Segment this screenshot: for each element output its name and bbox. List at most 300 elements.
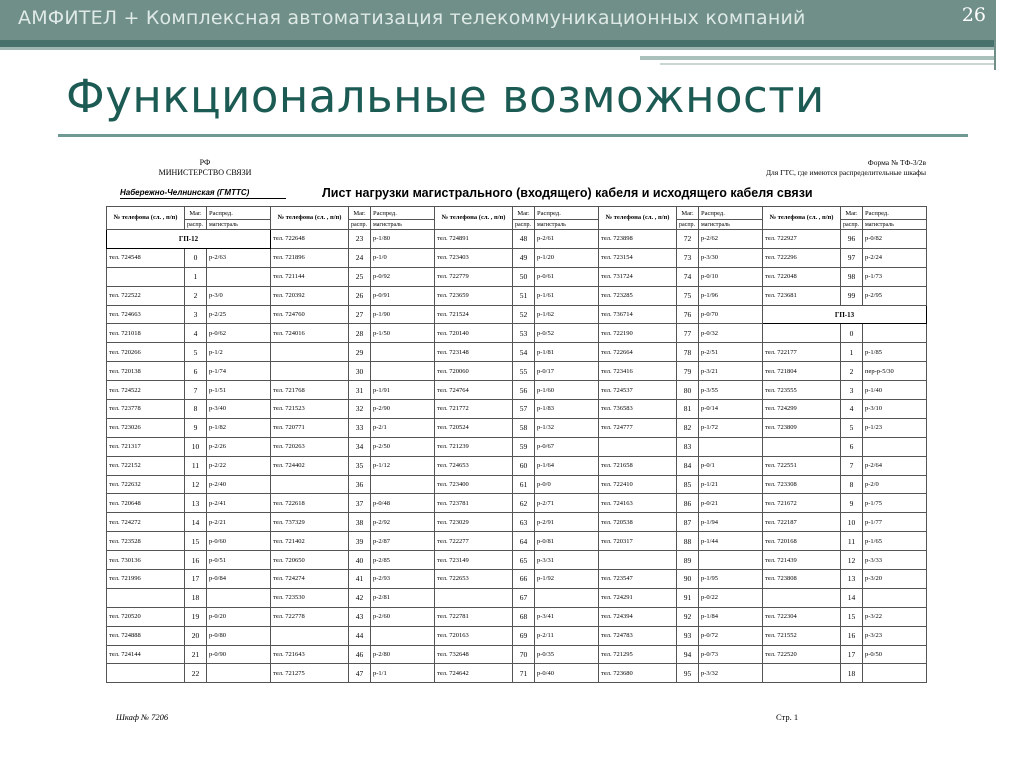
phone-cell: тел. 722304 — [763, 607, 841, 626]
table-header-row — [107, 207, 927, 220]
raspred-cell — [535, 588, 599, 607]
phone-cell: тел. 722648 — [271, 230, 349, 249]
phone-cell: тел. 720648 — [107, 494, 185, 513]
raspred-cell: р-3/41 — [535, 607, 599, 626]
form-cabinet: Шкаф № 7206 — [116, 712, 169, 722]
raspred-cell: р-2/91 — [535, 513, 599, 532]
form-note: Для ГТС, где имеются распределительные шкафы — [765, 168, 926, 177]
column-header-raspred: Распред. — [535, 207, 599, 220]
column-header-phone: № телефона (сл. , п/п) — [107, 207, 185, 230]
raspred-cell: р-1/61 — [535, 286, 599, 305]
phone-cell: тел. 721552 — [763, 626, 841, 645]
mag-cell: 91 — [677, 588, 699, 607]
raspred-cell: р-1/40 — [863, 381, 927, 400]
mag-cell: 43 — [349, 607, 371, 626]
table-row — [107, 607, 927, 626]
mag-cell: 17 — [841, 645, 863, 664]
table-row — [107, 494, 927, 513]
column-header-phone: № телефона (сл. , п/п) — [599, 207, 677, 230]
phone-cell: тел. 723149 — [435, 551, 513, 570]
mag-cell: 14 — [185, 513, 207, 532]
mag-cell: 46 — [349, 645, 371, 664]
table-row — [107, 286, 927, 305]
phone-cell: тел. 722618 — [271, 494, 349, 513]
raspred-cell: р-2/87 — [371, 532, 435, 551]
table-row — [107, 551, 927, 570]
phone-cell — [107, 664, 185, 683]
phone-cell — [435, 588, 513, 607]
mag-cell: 98 — [841, 267, 863, 286]
phone-cell: тел. 720317 — [599, 532, 677, 551]
mag-cell: 78 — [677, 343, 699, 362]
column-header-magistral: магистраль — [371, 220, 435, 230]
phone-cell: тел. 723400 — [435, 475, 513, 494]
raspred-cell: р-3/10 — [863, 400, 927, 419]
mag-cell: 94 — [677, 645, 699, 664]
raspred-cell: р-0/20 — [207, 607, 271, 626]
mag-cell: 63 — [513, 513, 535, 532]
mag-cell: 29 — [349, 343, 371, 362]
raspred-cell: р-2/93 — [371, 570, 435, 589]
phone-cell — [107, 588, 185, 607]
table-row — [107, 343, 927, 362]
phone-cell: тел. 720392 — [271, 286, 349, 305]
phone-cell: тел. 723528 — [107, 532, 185, 551]
raspred-cell: р-0/21 — [699, 494, 763, 513]
raspred-cell — [371, 626, 435, 645]
phone-cell: тел. 723659 — [435, 286, 513, 305]
mag-cell: 20 — [185, 626, 207, 645]
column-header-mag: Маг. — [677, 207, 699, 220]
mag-cell: 62 — [513, 494, 535, 513]
phone-cell: тел. 721239 — [435, 437, 513, 456]
raspred-cell: р-0/91 — [371, 286, 435, 305]
table-row — [107, 305, 927, 324]
mag-cell: 93 — [677, 626, 699, 645]
phone-cell: тел. 720138 — [107, 362, 185, 381]
raspred-cell: р-1/23 — [863, 418, 927, 437]
mag-cell: 17 — [185, 570, 207, 589]
phone-cell — [271, 626, 349, 645]
phone-cell: тел. 722664 — [599, 343, 677, 362]
mag-cell: 24 — [349, 248, 371, 267]
raspred-cell: р-3/20 — [863, 570, 927, 589]
form-left-header — [100, 158, 310, 178]
raspred-cell: р-2/61 — [535, 230, 599, 249]
raspred-cell: р-1/1 — [371, 664, 435, 683]
mag-cell: 84 — [677, 456, 699, 475]
mag-cell: 68 — [513, 607, 535, 626]
phone-cell: тел. 724548 — [107, 248, 185, 267]
phone-cell: тел. 722551 — [763, 456, 841, 475]
mag-cell: 10 — [841, 513, 863, 532]
raspred-cell: р-0/32 — [699, 324, 763, 343]
mag-cell: 74 — [677, 267, 699, 286]
column-header-raspred: Распред. — [207, 207, 271, 220]
raspred-cell: р-1/21 — [699, 475, 763, 494]
phone-cell: тел. 722632 — [107, 475, 185, 494]
mag-cell: 59 — [513, 437, 535, 456]
raspred-cell: р-1/90 — [371, 305, 435, 324]
phone-cell: тел. 724760 — [271, 305, 349, 324]
raspred-cell — [207, 267, 271, 286]
mag-cell: 40 — [349, 551, 371, 570]
mag-cell: 13 — [185, 494, 207, 513]
column-header-raspr: распр. — [513, 220, 535, 230]
slide-number: 26 — [961, 4, 986, 26]
raspred-cell: р-1/75 — [863, 494, 927, 513]
column-header-raspred: Распред. — [699, 207, 763, 220]
raspred-cell: р-1/73 — [863, 267, 927, 286]
phone-cell: тел. 721896 — [271, 248, 349, 267]
mag-cell: 97 — [841, 248, 863, 267]
table-row — [107, 324, 927, 343]
phone-cell: тел. 723809 — [763, 418, 841, 437]
phone-cell: тел. 730136 — [107, 551, 185, 570]
mag-cell: 75 — [677, 286, 699, 305]
column-header-mag: Маг. — [349, 207, 371, 220]
mag-cell: 53 — [513, 324, 535, 343]
phone-cell: тел. 721658 — [599, 456, 677, 475]
phone-cell: тел. 724777 — [599, 418, 677, 437]
raspred-cell: р-1/51 — [207, 381, 271, 400]
phone-cell: тел. 723547 — [599, 570, 677, 589]
raspred-cell: р-2/95 — [863, 286, 927, 305]
mag-cell: 6 — [841, 437, 863, 456]
column-header-raspr: распр. — [841, 220, 863, 230]
mag-cell: 31 — [349, 381, 371, 400]
mag-cell: 21 — [185, 645, 207, 664]
phone-cell: тел. 723308 — [763, 475, 841, 494]
raspred-cell: р-2/25 — [207, 305, 271, 324]
raspred-cell: р-0/70 — [699, 305, 763, 324]
column-header-magistral: магистраль — [207, 220, 271, 230]
phone-cell: тел. 731724 — [599, 267, 677, 286]
phone-cell: тел. 736714 — [599, 305, 677, 324]
table-row — [107, 248, 927, 267]
phone-cell: тел. 724163 — [599, 494, 677, 513]
column-header-magistral: магистраль — [863, 220, 927, 230]
mag-cell: 96 — [841, 230, 863, 249]
raspred-cell — [863, 588, 927, 607]
mag-cell: 41 — [349, 570, 371, 589]
raspred-cell: р-0/1 — [699, 456, 763, 475]
phone-cell: тел. 720140 — [435, 324, 513, 343]
mag-cell: 64 — [513, 532, 535, 551]
phone-cell: тел. 724522 — [107, 381, 185, 400]
raspred-cell: р-2/22 — [207, 456, 271, 475]
phone-cell: тел. 732648 — [435, 645, 513, 664]
header-title: АМФИТЕЛ + Комплексная автоматизация телекоммуникационных компаний — [18, 7, 806, 29]
phone-cell: тел. 722187 — [763, 513, 841, 532]
raspred-cell: р-1/62 — [535, 305, 599, 324]
mag-cell: 65 — [513, 551, 535, 570]
form-right-header — [766, 158, 926, 178]
phone-cell: тел. 721524 — [435, 305, 513, 324]
phone-cell: тел. 737329 — [271, 513, 349, 532]
phone-cell: тел. 724783 — [599, 626, 677, 645]
raspred-cell: р-0/81 — [535, 532, 599, 551]
mag-cell: 50 — [513, 267, 535, 286]
phone-cell: тел. 723403 — [435, 248, 513, 267]
phone-cell: тел. 721768 — [271, 381, 349, 400]
raspred-cell: р-0/80 — [207, 626, 271, 645]
phone-cell: тел. 722190 — [599, 324, 677, 343]
mag-cell: 3 — [185, 305, 207, 324]
phone-cell — [107, 267, 185, 286]
mag-cell: 70 — [513, 645, 535, 664]
phone-cell: тел. 722522 — [107, 286, 185, 305]
decor-stripe — [640, 56, 994, 60]
table-row — [107, 645, 927, 664]
raspred-cell: р-0/84 — [207, 570, 271, 589]
mag-cell: 4 — [841, 400, 863, 419]
raspred-cell: р-2/11 — [535, 626, 599, 645]
column-header-raspr: распр. — [185, 220, 207, 230]
phone-cell — [763, 588, 841, 607]
mag-cell: 2 — [841, 362, 863, 381]
mag-cell: 1 — [841, 343, 863, 362]
phone-cell: тел. 722296 — [763, 248, 841, 267]
mag-cell: 47 — [349, 664, 371, 683]
mag-cell: 49 — [513, 248, 535, 267]
phone-cell: тел. 722277 — [435, 532, 513, 551]
raspred-cell: р-0/82 — [863, 230, 927, 249]
phone-cell — [271, 362, 349, 381]
phone-cell: тел. 723555 — [763, 381, 841, 400]
mag-cell: 87 — [677, 513, 699, 532]
phone-cell: тел. 721275 — [271, 664, 349, 683]
mag-cell: 80 — [677, 381, 699, 400]
mag-cell: 22 — [185, 664, 207, 683]
phone-cell: тел. 721643 — [271, 645, 349, 664]
mag-cell: 4 — [185, 324, 207, 343]
raspred-cell: р-1/77 — [863, 513, 927, 532]
mag-cell: 33 — [349, 418, 371, 437]
table-row — [107, 532, 927, 551]
raspred-cell: р-2/60 — [371, 607, 435, 626]
table-row — [107, 626, 927, 645]
raspred-cell: р-1/96 — [699, 286, 763, 305]
mag-cell: 90 — [677, 570, 699, 589]
phone-cell: тел. 724663 — [107, 305, 185, 324]
table-row — [107, 230, 927, 249]
phone-cell — [763, 437, 841, 456]
raspred-cell: р-1/81 — [535, 343, 599, 362]
mag-cell: 36 — [349, 475, 371, 494]
raspred-cell: р-1/74 — [207, 362, 271, 381]
mag-cell: 15 — [841, 607, 863, 626]
mag-cell: 48 — [513, 230, 535, 249]
phone-cell: тел. 723530 — [271, 588, 349, 607]
phone-cell: тел. 721772 — [435, 400, 513, 419]
raspred-cell — [207, 664, 271, 683]
mag-cell: 86 — [677, 494, 699, 513]
raspred-cell — [371, 362, 435, 381]
raspred-cell: р-0/51 — [207, 551, 271, 570]
phone-cell: тел. 720163 — [435, 626, 513, 645]
phone-cell: тел. 722410 — [599, 475, 677, 494]
phone-cell: тел. 722778 — [271, 607, 349, 626]
mag-cell: 55 — [513, 362, 535, 381]
scanned-form — [100, 150, 930, 730]
table-row — [107, 267, 927, 286]
phone-cell: тел. 723285 — [599, 286, 677, 305]
column-header-phone: № телефона (сл. , п/п) — [271, 207, 349, 230]
phone-cell: тел. 723029 — [435, 513, 513, 532]
raspred-cell: р-0/73 — [699, 645, 763, 664]
phone-cell — [599, 437, 677, 456]
mag-cell: 95 — [677, 664, 699, 683]
phone-cell: тел. 721672 — [763, 494, 841, 513]
phone-cell: тел. 723778 — [107, 400, 185, 419]
mag-cell: 76 — [677, 305, 699, 324]
raspred-cell: р-1/80 — [371, 230, 435, 249]
phone-cell: тел. 722177 — [763, 343, 841, 362]
raspred-cell: р-0/60 — [207, 532, 271, 551]
mag-cell: 16 — [185, 551, 207, 570]
phone-cell — [599, 551, 677, 570]
raspred-cell: р-3/55 — [699, 381, 763, 400]
raspred-cell: р-1/64 — [535, 456, 599, 475]
phone-cell: тел. 722520 — [763, 645, 841, 664]
phone-cell: тел. 723808 — [763, 570, 841, 589]
mag-cell: 27 — [349, 305, 371, 324]
raspred-cell: р-0/48 — [371, 494, 435, 513]
header-stripe — [0, 40, 994, 47]
mag-cell: 19 — [185, 607, 207, 626]
raspred-cell: р-3/32 — [699, 664, 763, 683]
phone-cell: тел. 721523 — [271, 400, 349, 419]
raspred-cell: р-0/0 — [535, 475, 599, 494]
mag-cell: 83 — [677, 437, 699, 456]
mag-cell: 79 — [677, 362, 699, 381]
raspred-cell — [699, 437, 763, 456]
table-row — [107, 513, 927, 532]
mag-cell: 35 — [349, 456, 371, 475]
mag-cell: 88 — [677, 532, 699, 551]
mag-cell: 8 — [185, 400, 207, 419]
mag-cell: 37 — [349, 494, 371, 513]
raspred-cell: р-3/22 — [863, 607, 927, 626]
mag-cell: 77 — [677, 324, 699, 343]
raspred-cell: р-1/20 — [535, 248, 599, 267]
mag-cell: 81 — [677, 400, 699, 419]
raspred-cell: р-0/40 — [535, 664, 599, 683]
mag-cell: 60 — [513, 456, 535, 475]
raspred-cell — [863, 437, 927, 456]
column-header-magistral: магистраль — [535, 220, 599, 230]
phone-cell: тел. 724016 — [271, 324, 349, 343]
raspred-cell: р-3/23 — [863, 626, 927, 645]
phone-cell: тел. 722779 — [435, 267, 513, 286]
column-header-phone: № телефона (сл. , п/п) — [435, 207, 513, 230]
mag-cell: 7 — [185, 381, 207, 400]
raspred-cell: р-1/95 — [699, 570, 763, 589]
phone-cell — [271, 475, 349, 494]
mag-cell: 6 — [185, 362, 207, 381]
table-row — [107, 588, 927, 607]
raspred-cell: р-2/62 — [699, 230, 763, 249]
mag-cell: 12 — [185, 475, 207, 494]
phone-cell: тел. 721439 — [763, 551, 841, 570]
column-header-mag: Маг. — [185, 207, 207, 220]
mag-cell: 26 — [349, 286, 371, 305]
raspred-cell: р-0/50 — [863, 645, 927, 664]
mag-cell: 5 — [841, 418, 863, 437]
phone-cell: тел. 720263 — [271, 437, 349, 456]
raspred-cell: р-2/1 — [371, 418, 435, 437]
phone-cell: тел. 720650 — [271, 551, 349, 570]
mag-cell: 9 — [185, 418, 207, 437]
phone-cell: тел. 724272 — [107, 513, 185, 532]
raspred-cell: р-2/51 — [699, 343, 763, 362]
column-header-raspred: Распред. — [863, 207, 927, 220]
form-number: Форма № ТФ-3/2в — [867, 158, 926, 167]
column-header-mag: Маг. — [841, 207, 863, 220]
phone-cell — [763, 664, 841, 683]
phone-cell: тел. 720538 — [599, 513, 677, 532]
mag-cell: 52 — [513, 305, 535, 324]
phone-cell: тел. 723026 — [107, 418, 185, 437]
heading-underline — [58, 134, 968, 137]
corner-decoration — [994, 0, 1024, 70]
mag-cell: 71 — [513, 664, 535, 683]
mag-cell: 1 — [185, 267, 207, 286]
form-title: Лист нагрузки магистрального (входящего) кабеля и исходящего кабеля связи — [322, 186, 813, 200]
table-row — [107, 418, 927, 437]
mag-cell: 32 — [349, 400, 371, 419]
mag-cell: 57 — [513, 400, 535, 419]
mag-cell: 92 — [677, 607, 699, 626]
mag-cell: 99 — [841, 286, 863, 305]
phone-cell: тел. 722048 — [763, 267, 841, 286]
raspred-cell: р-0/14 — [699, 400, 763, 419]
raspred-cell: р-1/91 — [371, 381, 435, 400]
form-country: РФ — [199, 158, 211, 167]
phone-cell: тел. 721804 — [763, 362, 841, 381]
phone-cell: тел. 723898 — [599, 230, 677, 249]
mag-cell: 0 — [841, 324, 863, 343]
table-row — [107, 381, 927, 400]
raspred-cell: р-2/81 — [371, 588, 435, 607]
phone-cell: тел. 721402 — [271, 532, 349, 551]
phone-cell: тел. 721018 — [107, 324, 185, 343]
raspred-cell — [371, 343, 435, 362]
mag-cell: 18 — [185, 588, 207, 607]
raspred-cell: р-1/94 — [699, 513, 763, 532]
phone-cell — [271, 343, 349, 362]
mag-cell: 10 — [185, 437, 207, 456]
raspred-cell: р-0/10 — [699, 267, 763, 286]
phone-cell: тел. 720168 — [763, 532, 841, 551]
raspred-cell: р-2/21 — [207, 513, 271, 532]
table-row — [107, 664, 927, 683]
phone-cell: тел. 721144 — [271, 267, 349, 286]
raspred-cell: р-3/33 — [863, 551, 927, 570]
raspred-cell: р-3/21 — [699, 362, 763, 381]
column-header-raspr: распр. — [677, 220, 699, 230]
phone-cell: тел. 736583 — [599, 400, 677, 419]
mag-cell: 51 — [513, 286, 535, 305]
raspred-cell — [863, 324, 927, 343]
raspred-cell: р-1/32 — [535, 418, 599, 437]
raspred-cell: р-0/72 — [699, 626, 763, 645]
header-bar — [0, 0, 1024, 40]
mag-cell: 11 — [185, 456, 207, 475]
mag-cell: 44 — [349, 626, 371, 645]
raspred-cell: р-1/84 — [699, 607, 763, 626]
